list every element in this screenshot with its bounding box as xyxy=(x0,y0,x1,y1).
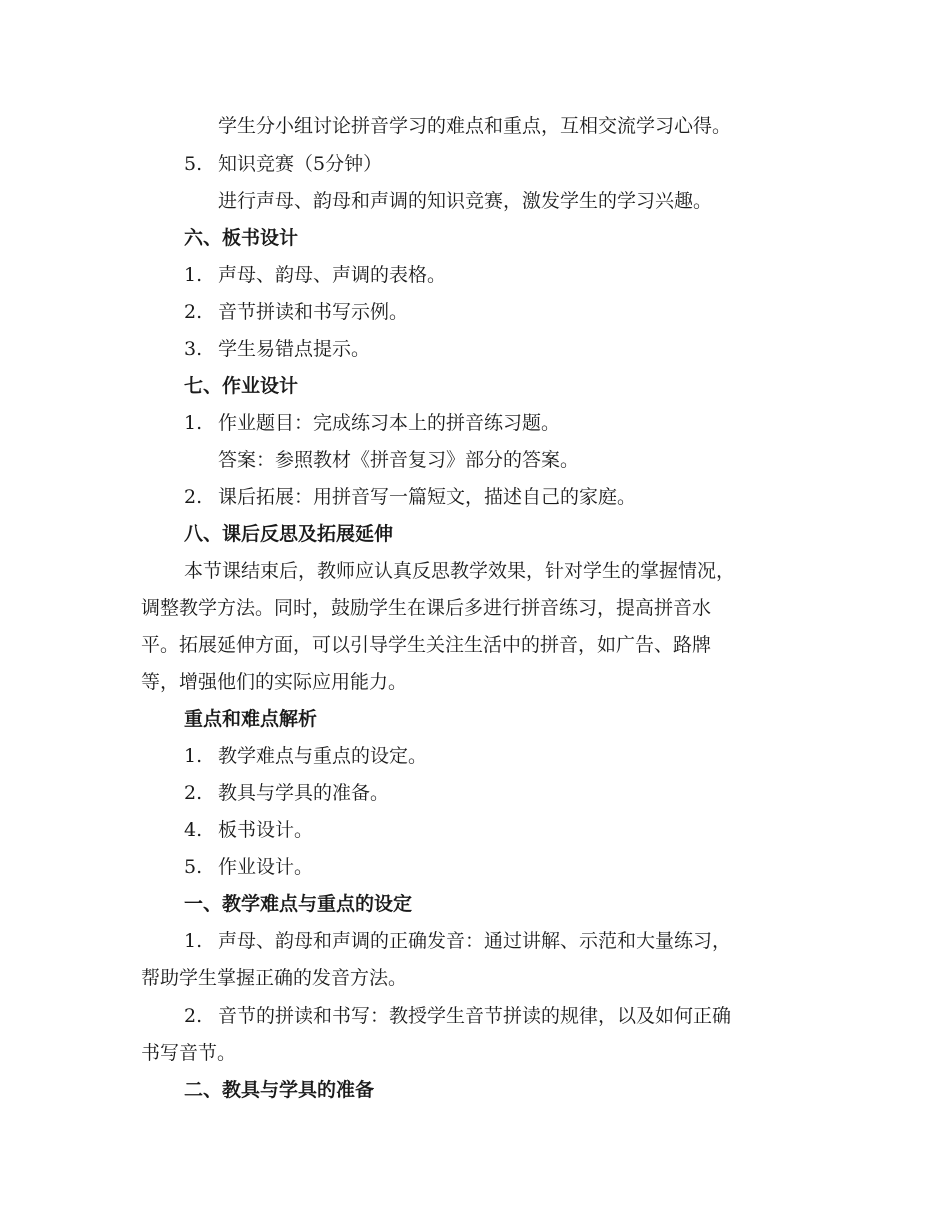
list-item xyxy=(184,484,636,510)
paragraph-line xyxy=(141,595,711,621)
list-item xyxy=(184,928,731,954)
line-text: 答案：参照教材《拼音复习》部分的答案。 xyxy=(218,449,580,471)
line-text: 平。拓展延伸方面，可以引导学生关注生活中的拼音，如广告、路牌 xyxy=(141,634,712,656)
list-number: 2. xyxy=(184,301,203,323)
line-text: 本节课结束后，教师应认真反思教学效果，针对学生的掌握情况， xyxy=(184,560,736,582)
list-text: 音节拼读和书写示例。 xyxy=(218,301,409,323)
list-number: 5. xyxy=(184,153,203,175)
section-heading xyxy=(184,1077,374,1103)
list-number: 2. xyxy=(184,1005,203,1027)
paragraph-line xyxy=(141,965,407,991)
list-number: 1. xyxy=(184,930,203,952)
list-item xyxy=(184,336,370,362)
list-text: 声母、韵母和声调的正确发音：通过讲解、示范和大量练习， xyxy=(218,930,732,952)
paragraph-line xyxy=(141,669,407,695)
section-heading xyxy=(184,891,412,917)
list-text: 课后拓展：用拼音写一篇短文，描述自己的家庭。 xyxy=(218,486,637,508)
list-text: 板书设计。 xyxy=(218,819,314,841)
list-item xyxy=(184,299,408,325)
section-heading xyxy=(184,225,298,251)
heading-text: 七、作业设计 xyxy=(184,375,299,397)
paragraph-line xyxy=(184,558,735,584)
list-item xyxy=(184,1003,731,1029)
line-text: 等，增强他们的实际应用能力。 xyxy=(141,671,408,693)
list-number: 2. xyxy=(184,782,203,804)
section-heading xyxy=(184,373,298,399)
line-text: 帮助学生掌握正确的发音方法。 xyxy=(141,967,408,989)
list-item xyxy=(184,410,560,436)
list-text: 音节的拼读和书写：教授学生音节拼读的规律，以及如何正确 xyxy=(218,1005,732,1027)
list-item xyxy=(184,743,427,769)
heading-text: 二、教具与学具的准备 xyxy=(184,1079,375,1101)
list-number: 5. xyxy=(184,856,203,878)
line-text: 调整教学方法。同时，鼓励学生在课后多进行拼音练习，提高拼音水 xyxy=(141,597,712,619)
list-item xyxy=(184,151,382,177)
section-heading xyxy=(184,521,393,547)
heading-text: 八、课后反思及拓展延伸 xyxy=(184,523,394,545)
list-item xyxy=(184,854,313,880)
heading-text: 重点和难点解析 xyxy=(184,708,318,730)
list-number: 1. xyxy=(184,412,203,434)
heading-text: 一、教学难点与重点的设定 xyxy=(184,893,413,915)
line-text: 学生分小组讨论拼音学习的难点和重点，互相交流学习心得。 xyxy=(218,115,732,137)
list-text: 声母、韵母、声调的表格。 xyxy=(218,264,447,286)
section-heading xyxy=(184,706,317,732)
list-number: 1. xyxy=(184,745,203,767)
list-text: 知识竞赛（5分钟） xyxy=(218,153,383,175)
paragraph-line xyxy=(218,188,712,214)
list-text: 作业题目：完成练习本上的拼音练习题。 xyxy=(218,412,561,434)
list-text: 教学难点与重点的设定。 xyxy=(218,745,428,767)
list-number: 1. xyxy=(184,264,203,286)
line-text: 进行声母、韵母和声调的知识竞赛，激发学生的学习兴趣。 xyxy=(218,190,713,212)
paragraph-line xyxy=(218,113,731,139)
line-text: 书写音节。 xyxy=(141,1042,237,1064)
list-item xyxy=(184,262,446,288)
list-item xyxy=(184,817,313,843)
paragraph-line xyxy=(218,447,579,473)
heading-text: 六、板书设计 xyxy=(184,227,299,249)
list-number: 2. xyxy=(184,486,203,508)
list-item xyxy=(184,780,389,806)
list-number: 3. xyxy=(184,338,203,360)
list-number: 4. xyxy=(184,819,203,841)
list-text: 作业设计。 xyxy=(218,856,314,878)
list-text: 教具与学具的准备。 xyxy=(218,782,390,804)
paragraph-line xyxy=(141,1040,236,1066)
list-text: 学生易错点提示。 xyxy=(218,338,371,360)
paragraph-line xyxy=(141,632,711,658)
